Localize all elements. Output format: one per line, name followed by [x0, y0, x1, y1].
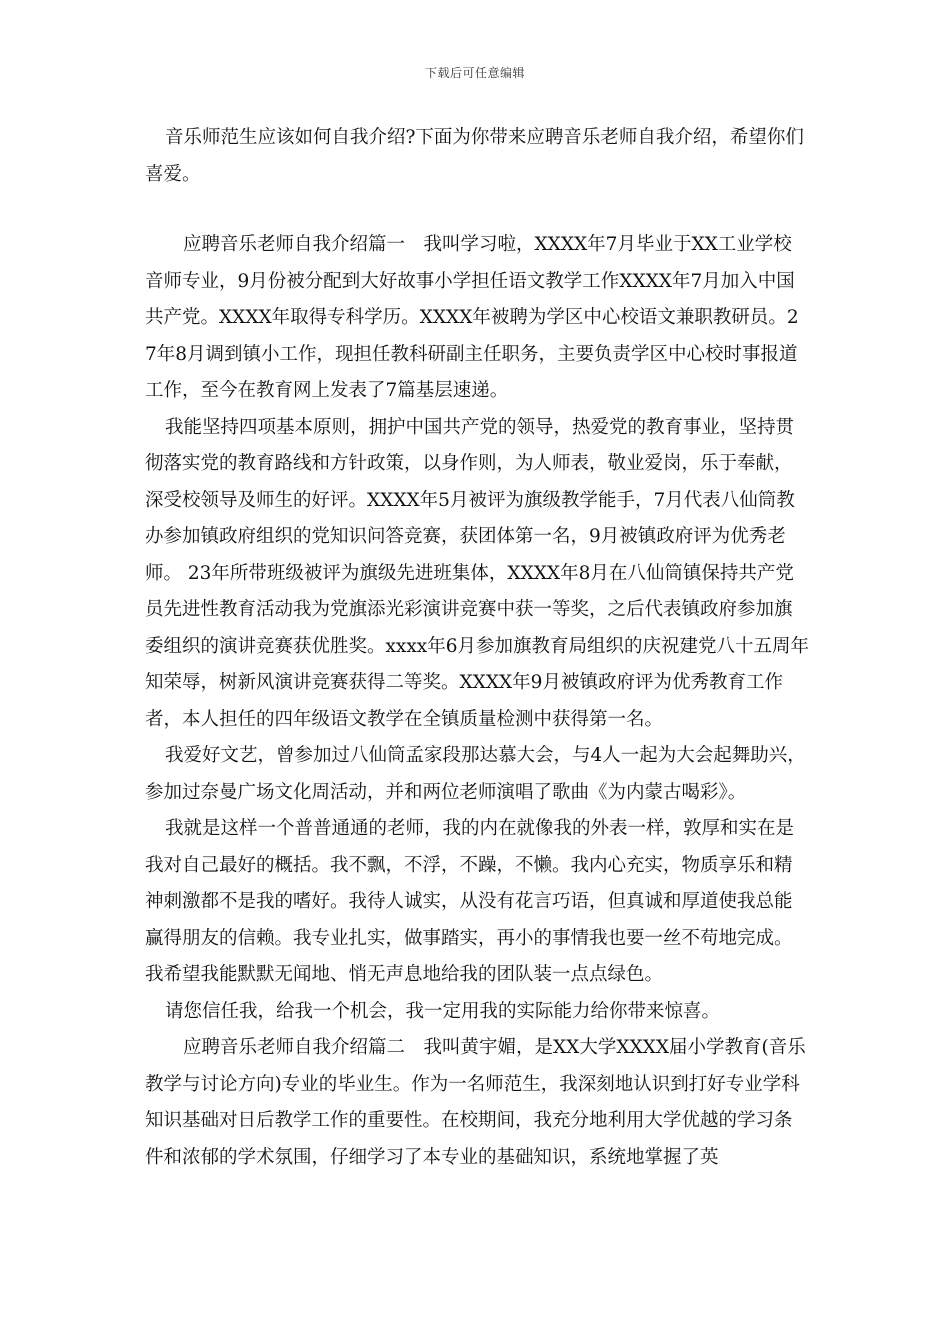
paragraph-spacer	[145, 193, 810, 227]
section-two-paragraph: 应聘音乐老师自我介绍篇二 我叫黄宇媚，是XX大学XXXX届小学教育(音乐教学与讨论方向)专业的毕业生。作为一名师范生，我深刻地认识到打好专业学科知识基础对日后教学工作的重要性。在校期间，我充分地利用大学优越的学习条件和浓郁的学术氛围，仔细学习了本专业的基础知识，系统地掌握了英	[145, 1037, 806, 1168]
hobbies-paragraph: 我爱好文艺，曾参加过八仙筒孟家段那达慕大会，与4人一起为大会起舞助兴，参加过奈曼广场文化周活动，并和两位老师演唱了歌曲《为内蒙古喝彩》。	[145, 745, 806, 803]
character-paragraph: 我就是这样一个普普通通的老师，我的内在就像我的外表一样，敦厚和实在是我对自己最好的概括。我不飘，不浮，不躁，不懒。我内心充实，物质享乐和精神刺激都不是我的嗜好。我待人诚实，从没有花言巧语，但真诚和厚道使我总能赢得朋友的信赖。我专业扎实，做事踏实，再小的事情我也要一丝不苟地完成。我希望我能默默无闻地、悄无声息地给我的团队装一点点绿色。	[145, 818, 795, 985]
principles-paragraph: 我能坚持四项基本原则，拥护中国共产党的领导，热爱党的教育事业，坚持贯彻落实党的教育路线和方针政策，以身作则，为人师表，敬业爱岗，乐于奉献，深受校领导及师生的好评。XXXX年5月被评为旗级教学能手，7月代表八仙筒教办参加镇政府组织的党知识问答竞赛，获团体第一名，9月被镇政府评为优秀老师。 23年所带班级被评为旗级先进班集体，XXXX年8月在八仙筒镇保持共产党员先进性教育活动我为党旗添光彩演讲竞赛中获一等奖，之后代表镇政府参加旗委组织的演讲竞赛获优胜奖。xxxx年6月参加旗教育局组织的庆祝建党八十五周年知荣辱，树新风演讲竞赛获得二等奖。XXXX年9月被镇政府评为优秀教育工作者，本人担任的四年级语文教学在全镇质量检测中获得第一名。	[145, 416, 810, 730]
closing-paragraph: 请您信任我，给我一个机会，我一定用我的实际能力给你带来惊喜。	[165, 1000, 721, 1022]
document-body	[145, 120, 810, 1176]
page-header: 下载后可任意编辑	[424, 66, 525, 80]
section-one-paragraph: 应聘音乐老师自我介绍篇一 我叫学习啦，XXXX年7月毕业于XX工业学校音师专业，9月份被分配到大好故事小学担任语文教学工作XXXX年7月加入中国共产党。XXXX年取得专科学历。XXXX年被聘为学区中心校语文兼职教研员。27年8月调到镇小工作，现担任教科研副主任职务，主要负责学区中心校时事报道工作，至今在教育网上发表了7篇基层速递。	[145, 234, 799, 401]
intro-paragraph: 音乐师范生应该如何自我介绍?下面为你带来应聘音乐老师自我介绍，希望你们喜爱。	[145, 127, 804, 185]
